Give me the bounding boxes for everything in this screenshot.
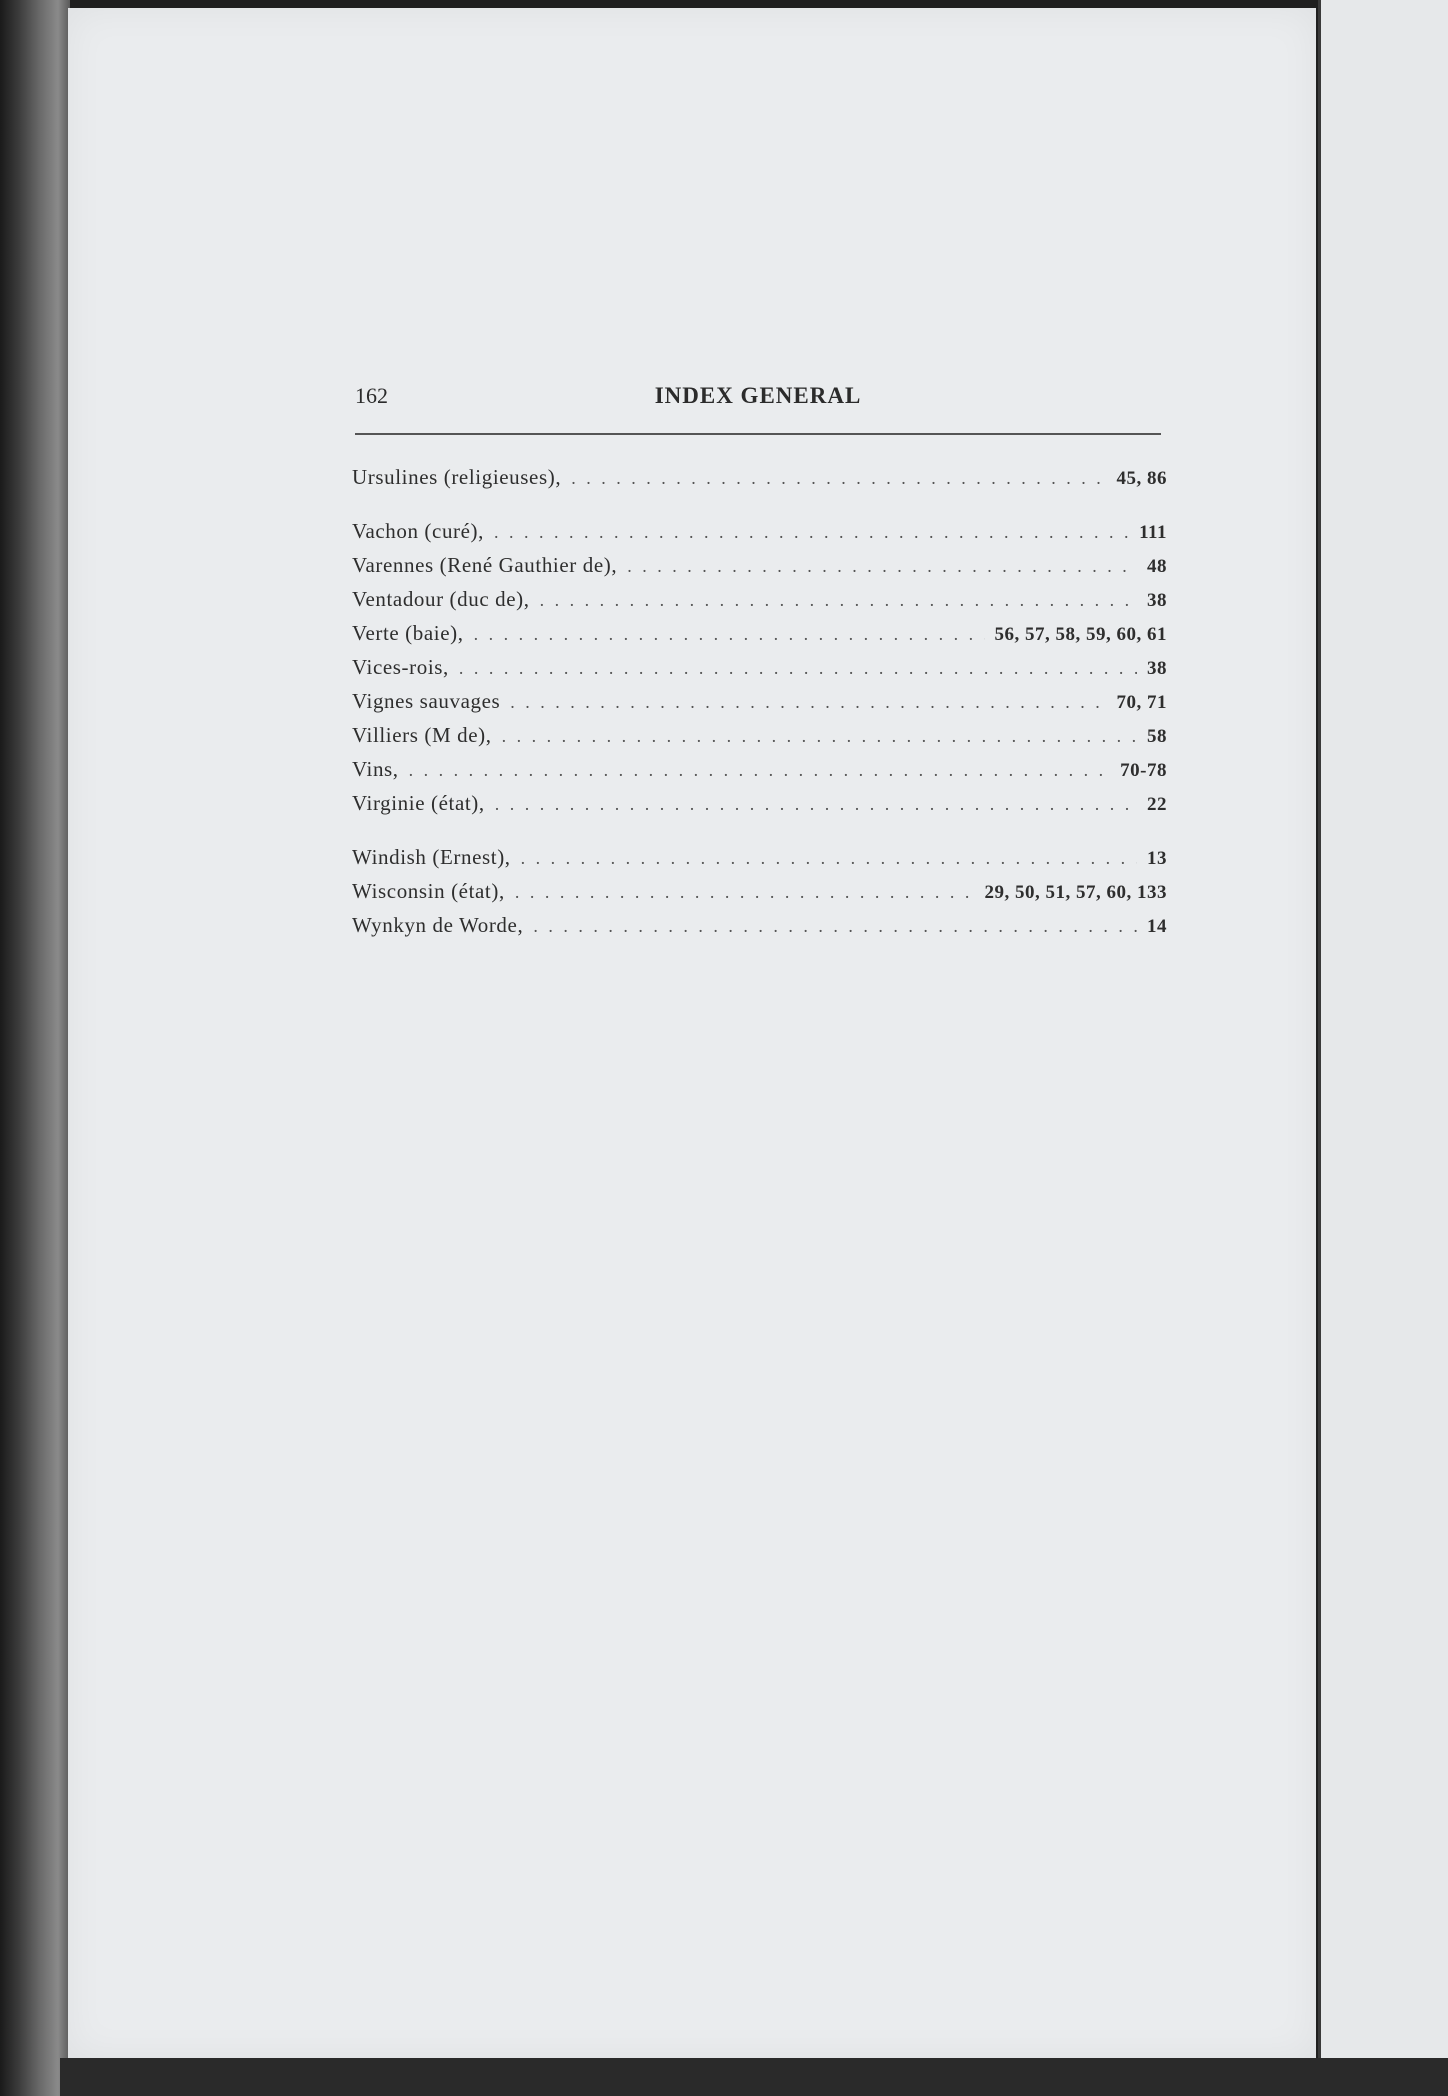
entry-name: Wynkyn de Worde, [352, 913, 524, 937]
dot-leader [502, 726, 1137, 747]
entry-name: Varennes (René Gauthier de), [352, 553, 618, 577]
index-entry [352, 913, 1167, 947]
dot-leader [533, 916, 1137, 937]
entry-pages: 70, 71 [1116, 692, 1167, 713]
page-header [355, 383, 1161, 415]
index-entry [352, 791, 1167, 825]
entry-pages: 29, 50, 51, 57, 60, 133 [984, 882, 1167, 903]
dot-leader [474, 624, 985, 645]
index-entry [352, 621, 1167, 655]
entry-pages: 111 [1139, 522, 1167, 543]
entry-name: Villiers (M de), [352, 723, 492, 747]
book-page [68, 8, 1316, 2058]
page-number: 162 [355, 383, 388, 408]
entry-pages: 58 [1147, 726, 1167, 747]
index-entry [352, 655, 1167, 689]
entry-pages: 38 [1147, 590, 1167, 611]
entry-name: Vachon (curé), [352, 519, 485, 543]
entry-pages: 13 [1147, 848, 1167, 869]
entry-pages: 45, 86 [1116, 468, 1167, 489]
facing-page-edge [1318, 0, 1448, 2096]
entry-pages: 22 [1147, 794, 1167, 815]
entry-name: Virginie (état), [352, 791, 485, 815]
entry-name: Vins, [352, 757, 399, 781]
index-entry [352, 553, 1167, 587]
entry-name: Windish (Ernest), [352, 845, 511, 869]
dot-leader [515, 882, 975, 903]
entry-name: Vignes sauvages [352, 689, 501, 713]
index-entry [352, 465, 1167, 499]
index-entry [352, 723, 1167, 757]
index-entry [352, 757, 1167, 791]
dot-leader [521, 848, 1137, 869]
index-entry [352, 879, 1167, 913]
header-rule [355, 433, 1161, 435]
entry-name: Vices-rois, [352, 655, 449, 679]
running-title: INDEX GENERAL [654, 383, 862, 408]
book-binding-edge [0, 0, 70, 2096]
dot-leader [540, 590, 1137, 611]
entry-pages: 70-78 [1120, 760, 1167, 781]
dot-leader [459, 658, 1137, 679]
entry-name: Verte (baie), [352, 621, 464, 645]
dot-leader [627, 556, 1137, 577]
index-entry [352, 519, 1167, 553]
entry-name: Ursulines (religieuses), [352, 465, 562, 489]
dot-leader [510, 692, 1106, 713]
entry-name: Wisconsin (état), [352, 879, 505, 903]
entry-pages: 48 [1147, 556, 1167, 577]
index-entry [352, 689, 1167, 723]
scan-bottom-border [60, 2058, 1448, 2096]
dot-leader [495, 794, 1137, 815]
dot-leader [409, 760, 1111, 781]
index-list [352, 465, 1167, 947]
index-entry [352, 587, 1167, 621]
index-entry [352, 845, 1167, 879]
entry-name: Ventadour (duc de), [352, 587, 530, 611]
dot-leader [494, 522, 1129, 543]
entry-pages: 38 [1147, 658, 1167, 679]
entry-pages: 14 [1147, 916, 1167, 937]
entry-pages: 56, 57, 58, 59, 60, 61 [994, 624, 1167, 645]
dot-leader [571, 468, 1106, 489]
